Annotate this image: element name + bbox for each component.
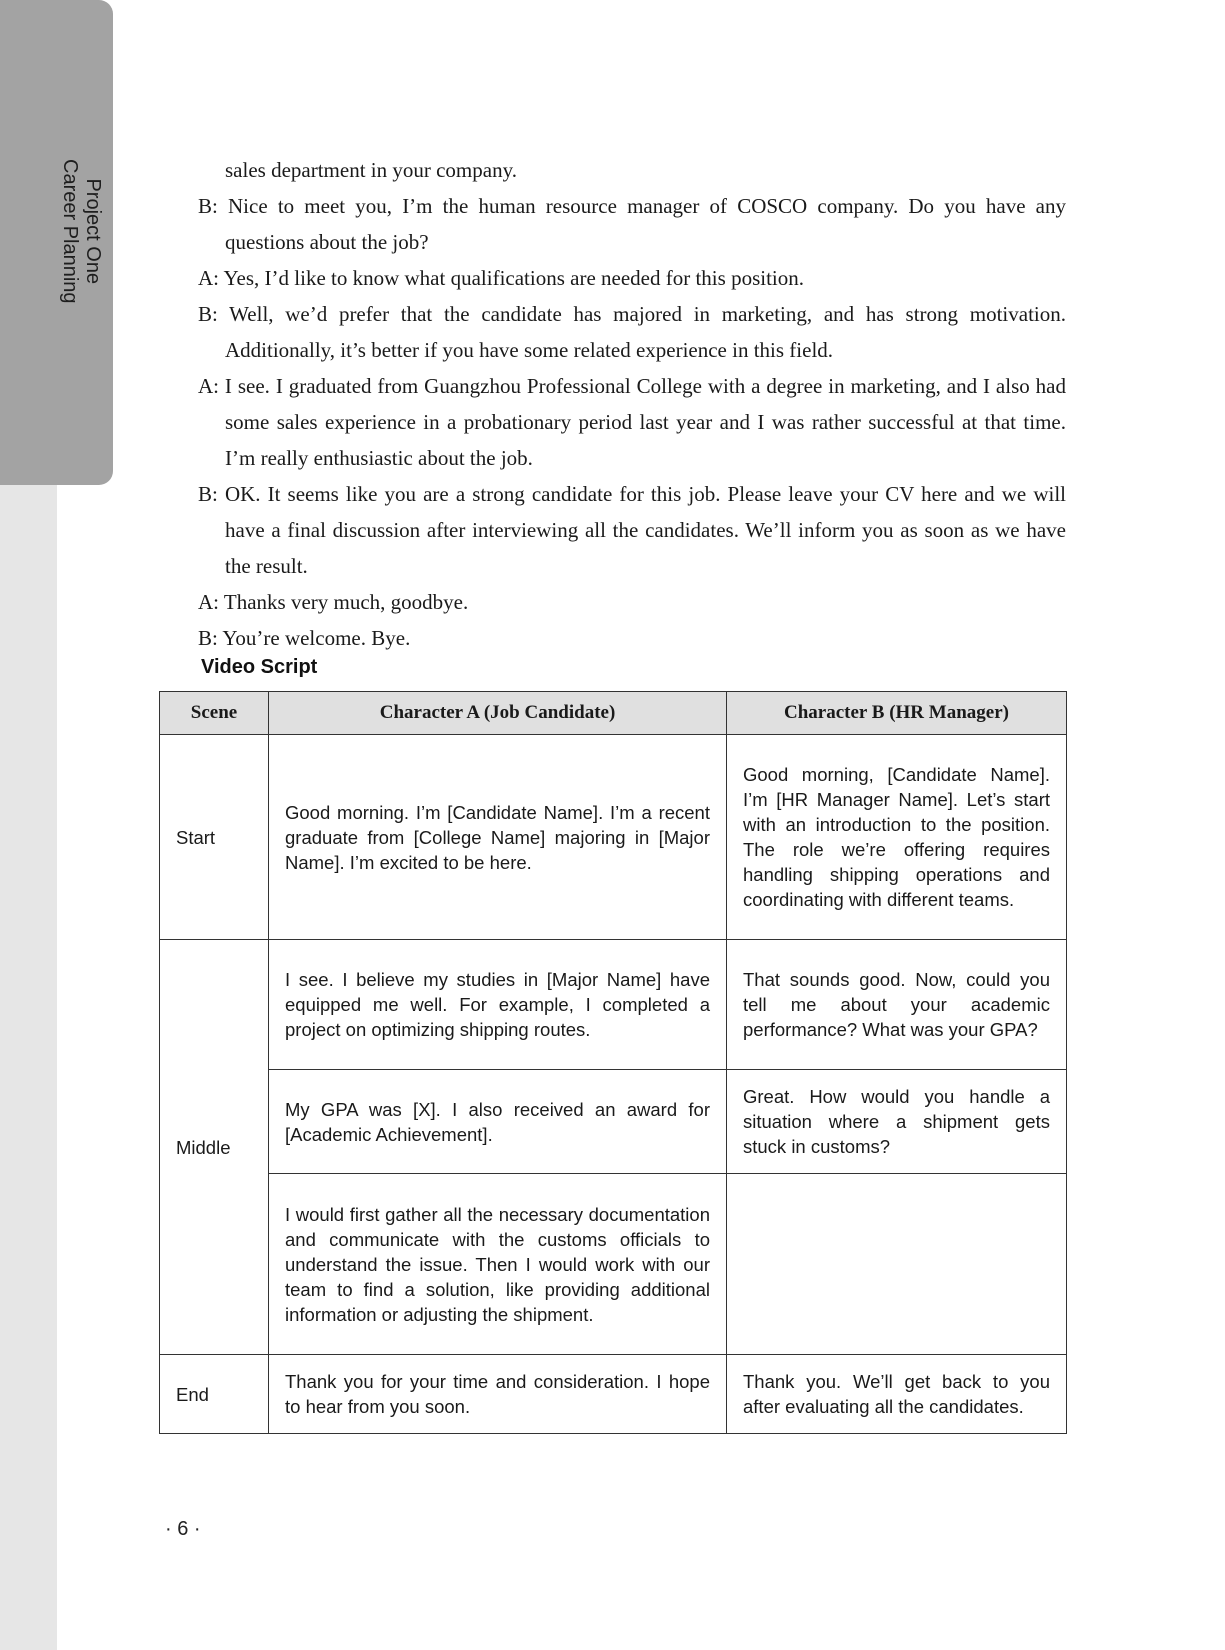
dialogue-line: A: I see. I graduated from Guangzhou Professional College with a degree in marketing, and I also had some sales experience in a probationary period last year and I was rather successful at that time. I’m really enthusiastic about the job. (198, 374, 1067, 470)
column-header-scene: Scene (160, 692, 269, 735)
dialogue-line: B: Well, we’d prefer that the candidate has majored in marketing, and has strong motivation. Additionally, it’s better if you have some related experience in this field. (198, 302, 1066, 362)
table-row (160, 940, 1067, 1070)
video-script-table (159, 691, 1067, 1434)
table-row (160, 1174, 1067, 1355)
speaker-label: B: (198, 482, 218, 506)
table-row (160, 1070, 1067, 1174)
scene-cell: Middle (160, 940, 269, 1355)
dialogue-line: B: You’re welcome. Bye. (198, 626, 411, 650)
speaker-label: B: (198, 626, 218, 650)
dialogue-text (198, 152, 1066, 656)
column-header-character-b: Character B (HR Manager) (727, 692, 1067, 735)
dialogue-line: B: Nice to meet you, I’m the human resource manager of COSCO company. Do you have any questions about the job? (198, 194, 1067, 254)
character-a-cell: I would first gather all the necessary documentation and communicate with the customs officials to understand the issue. Then I would work with our team to find a solution, like providing additional information or adjusting the shipment. (269, 1174, 727, 1355)
dialogue-line: A: Yes, I’d like to know what qualifications are needed for this position. (198, 266, 804, 290)
character-a-cell: My GPA was [X]. I also received an award for [Academic Achievement]. (269, 1070, 727, 1174)
character-a-cell: Thank you for your time and consideration. I hope to hear from you soon. (269, 1355, 727, 1434)
table-row (160, 1355, 1067, 1434)
dialogue-line: B: OK. It seems like you are a strong candidate for this job. Please leave your CV here and we will have a final discussion after interviewing all the candidates. We’ll inform you as soon as we have the result. (198, 482, 1066, 578)
side-tab-chapter: Career Planning (59, 159, 81, 304)
scene-cell: End (160, 1355, 269, 1434)
speaker-label: A: (198, 590, 219, 614)
dialogue-line: sales department in your company. (225, 158, 517, 182)
speaker-label: B: (198, 194, 218, 218)
character-a-cell: I see. I believe my studies in [Major Name] have equipped me well. For example, I completed a project on optimizing shipping routes. (269, 940, 727, 1070)
character-b-cell: That sounds good. Now, could you tell me about your academic performance? What was your GPA? (727, 940, 1067, 1070)
scene-cell: Start (160, 735, 269, 940)
chapter-side-tab-label (58, 159, 104, 304)
table-row (160, 735, 1067, 940)
character-b-cell: Thank you. We’ll get back to you after evaluating all the candidates. (727, 1355, 1067, 1434)
table-header-row (160, 692, 1067, 735)
page-number: · 6 · (165, 1518, 201, 1540)
speaker-label: A: (198, 374, 219, 398)
character-b-cell: Good morning, [Candidate Name]. I’m [HR Manager Name]. Let’s start with an introduction to the position. The role we’re offering requires handling shipping operations and coordinating with different teams. (727, 735, 1067, 940)
character-b-cell: Great. How would you handle a situation where a shipment gets stuck in customs? (727, 1070, 1067, 1174)
speaker-label: B: (198, 302, 218, 326)
dialogue-line: A: Thanks very much, goodbye. (198, 590, 469, 614)
video-script-heading: Video Script (201, 656, 318, 678)
character-a-cell: Good morning. I’m [Candidate Name]. I’m a recent graduate from [College Name] majoring in [Major Name]. I’m excited to be here. (269, 735, 727, 940)
speaker-label: A: (198, 266, 219, 290)
side-tab-project: Project One (82, 178, 104, 285)
column-header-character-a: Character A (Job Candidate) (269, 692, 727, 735)
character-b-cell (727, 1174, 1067, 1355)
